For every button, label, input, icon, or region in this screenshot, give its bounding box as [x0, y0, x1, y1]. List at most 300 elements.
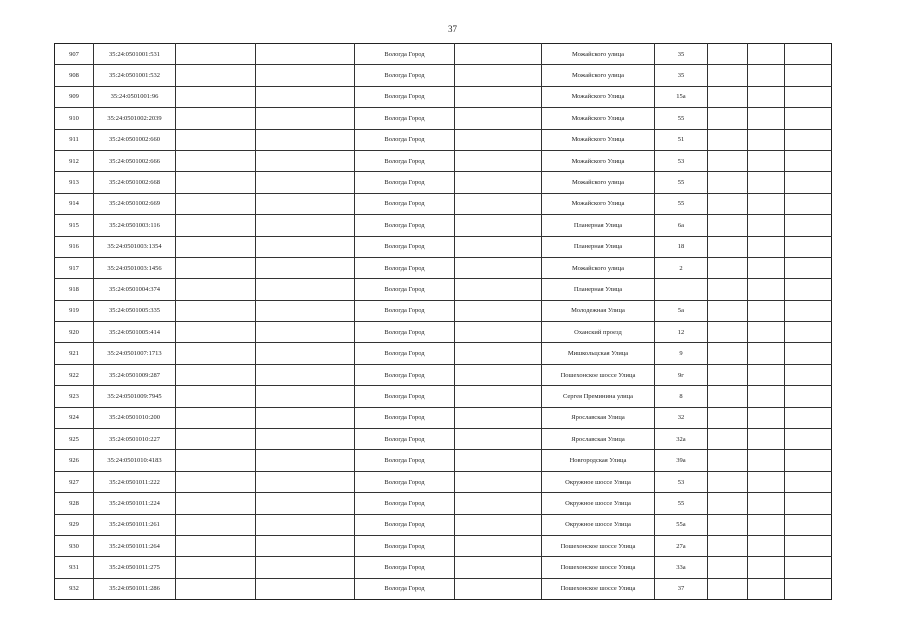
empty-cell [256, 215, 355, 236]
table-row [55, 557, 832, 578]
empty-cell [708, 172, 748, 193]
empty-cell [455, 343, 542, 364]
row-number: 907 [55, 44, 94, 65]
table-row [55, 65, 832, 86]
city-name: Вологда Город [355, 343, 455, 364]
cadastral-number: 35:24:0501002:2039 [94, 108, 176, 129]
row-number: 929 [55, 514, 94, 535]
city-name: Вологда Город [355, 150, 455, 171]
empty-cell [708, 471, 748, 492]
empty-cell [748, 471, 785, 492]
street-name: Можайского Улица [542, 86, 655, 107]
empty-cell [176, 429, 256, 450]
house-number: 37 [655, 578, 708, 599]
empty-cell [176, 215, 256, 236]
street-name: Ярославская Улица [542, 407, 655, 428]
empty-cell [256, 65, 355, 86]
empty-cell [256, 86, 355, 107]
empty-cell [256, 279, 355, 300]
empty-cell [455, 535, 542, 556]
house-number: 9 [655, 343, 708, 364]
street-name: Можайского улица [542, 257, 655, 278]
empty-cell [176, 150, 256, 171]
house-number: 55а [655, 514, 708, 535]
table-row [55, 343, 832, 364]
cadastral-number: 35:24:0501001:96 [94, 86, 176, 107]
empty-cell [708, 557, 748, 578]
empty-cell [748, 150, 785, 171]
table-row [55, 215, 832, 236]
street-name: Можайского Улица [542, 108, 655, 129]
empty-cell [748, 557, 785, 578]
house-number: 18 [655, 236, 708, 257]
empty-cell [455, 129, 542, 150]
house-number [655, 279, 708, 300]
city-name: Вологда Город [355, 493, 455, 514]
table-row [55, 86, 832, 107]
row-number: 927 [55, 471, 94, 492]
empty-cell [256, 450, 355, 471]
street-name: Можайского улица [542, 44, 655, 65]
city-name: Вологда Город [355, 322, 455, 343]
empty-cell [455, 386, 542, 407]
empty-cell [785, 86, 832, 107]
empty-cell [785, 535, 832, 556]
row-number: 917 [55, 257, 94, 278]
empty-cell [748, 578, 785, 599]
empty-cell [708, 65, 748, 86]
street-name: Пошехонское шоссе Улица [542, 578, 655, 599]
empty-cell [785, 300, 832, 321]
empty-cell [256, 407, 355, 428]
table-row [55, 364, 832, 385]
empty-cell [708, 279, 748, 300]
cadastral-number: 35:24:0501003:1456 [94, 257, 176, 278]
empty-cell [256, 172, 355, 193]
empty-cell [176, 471, 256, 492]
city-name: Вологда Город [355, 386, 455, 407]
empty-cell [785, 407, 832, 428]
street-name: Планерная Улица [542, 215, 655, 236]
house-number: 6а [655, 215, 708, 236]
house-number: 53 [655, 150, 708, 171]
empty-cell [256, 364, 355, 385]
table-row [55, 578, 832, 599]
empty-cell [748, 300, 785, 321]
table-row [55, 129, 832, 150]
street-name: Пошехонское шоссе Улица [542, 364, 655, 385]
empty-cell [176, 257, 256, 278]
row-number: 923 [55, 386, 94, 407]
empty-cell [256, 257, 355, 278]
cadastral-number: 35:24:0501011:222 [94, 471, 176, 492]
empty-cell [748, 65, 785, 86]
street-name: Можайского Улица [542, 129, 655, 150]
empty-cell [785, 129, 832, 150]
street-name: Пошехонское шоссе Улица [542, 557, 655, 578]
table-row [55, 514, 832, 535]
empty-cell [748, 364, 785, 385]
city-name: Вологда Город [355, 108, 455, 129]
street-name: Можайского Улица [542, 150, 655, 171]
cadastral-number: 35:24:0501001:531 [94, 44, 176, 65]
house-number: 55 [655, 108, 708, 129]
cadastral-number: 35:24:0501001:532 [94, 65, 176, 86]
cadastral-number: 35:24:0501009:287 [94, 364, 176, 385]
empty-cell [256, 343, 355, 364]
row-number: 926 [55, 450, 94, 471]
empty-cell [785, 514, 832, 535]
empty-cell [256, 322, 355, 343]
cadastral-number: 35:24:0501004:374 [94, 279, 176, 300]
empty-cell [455, 578, 542, 599]
row-number: 908 [55, 65, 94, 86]
empty-cell [785, 322, 832, 343]
empty-cell [256, 578, 355, 599]
row-number: 914 [55, 193, 94, 214]
city-name: Вологда Город [355, 257, 455, 278]
empty-cell [748, 386, 785, 407]
house-number: 32а [655, 429, 708, 450]
empty-cell [176, 407, 256, 428]
empty-cell [256, 108, 355, 129]
city-name: Вологда Город [355, 364, 455, 385]
street-name: Окружное шоссе Улица [542, 493, 655, 514]
table-row [55, 429, 832, 450]
cadastral-number: 35:24:0501003:116 [94, 215, 176, 236]
row-number: 920 [55, 322, 94, 343]
table-row [55, 257, 832, 278]
table-row [55, 407, 832, 428]
empty-cell [708, 236, 748, 257]
cadastral-number: 35:24:0501011:224 [94, 493, 176, 514]
house-number: 15а [655, 86, 708, 107]
empty-cell [748, 215, 785, 236]
empty-cell [455, 364, 542, 385]
table-row [55, 471, 832, 492]
city-name: Вологда Город [355, 514, 455, 535]
empty-cell [708, 429, 748, 450]
empty-cell [256, 429, 355, 450]
empty-cell [708, 364, 748, 385]
empty-cell [176, 450, 256, 471]
street-name: Окружное шоссе Улица [542, 514, 655, 535]
row-number: 911 [55, 129, 94, 150]
empty-cell [455, 471, 542, 492]
empty-cell [708, 44, 748, 65]
empty-cell [708, 514, 748, 535]
empty-cell [748, 129, 785, 150]
cadastral-number: 35:24:0501009:7945 [94, 386, 176, 407]
table-row [55, 300, 832, 321]
cadastral-number: 35:24:0501011:261 [94, 514, 176, 535]
empty-cell [748, 279, 785, 300]
empty-cell [748, 193, 785, 214]
empty-cell [785, 386, 832, 407]
empty-cell [176, 557, 256, 578]
empty-cell [785, 557, 832, 578]
house-number: 27а [655, 535, 708, 556]
empty-cell [785, 215, 832, 236]
empty-cell [785, 343, 832, 364]
empty-cell [748, 493, 785, 514]
city-name: Вологда Город [355, 129, 455, 150]
empty-cell [708, 450, 748, 471]
empty-cell [256, 44, 355, 65]
empty-cell [256, 514, 355, 535]
row-number: 924 [55, 407, 94, 428]
empty-cell [176, 493, 256, 514]
empty-cell [708, 407, 748, 428]
empty-cell [785, 65, 832, 86]
row-number: 912 [55, 150, 94, 171]
empty-cell [176, 44, 256, 65]
empty-cell [748, 514, 785, 535]
empty-cell [708, 86, 748, 107]
empty-cell [748, 172, 785, 193]
empty-cell [256, 471, 355, 492]
empty-cell [785, 44, 832, 65]
page-number: 37 [448, 24, 457, 34]
city-name: Вологда Город [355, 172, 455, 193]
cadastral-number: 35:24:0501002:668 [94, 172, 176, 193]
empty-cell [176, 193, 256, 214]
empty-cell [256, 300, 355, 321]
cadastral-number: 35:24:0501011:286 [94, 578, 176, 599]
table-row [55, 44, 832, 65]
row-number: 916 [55, 236, 94, 257]
city-name: Вологда Город [355, 578, 455, 599]
empty-cell [176, 578, 256, 599]
empty-cell [256, 386, 355, 407]
registry-table [54, 43, 832, 600]
empty-cell [176, 108, 256, 129]
empty-cell [176, 386, 256, 407]
empty-cell [708, 108, 748, 129]
table-row [55, 172, 832, 193]
house-number: 5а [655, 300, 708, 321]
empty-cell [785, 279, 832, 300]
cadastral-number: 35:24:0501002:669 [94, 193, 176, 214]
city-name: Вологда Город [355, 279, 455, 300]
empty-cell [785, 471, 832, 492]
house-number: 9г [655, 364, 708, 385]
empty-cell [708, 300, 748, 321]
empty-cell [455, 322, 542, 343]
empty-cell [176, 129, 256, 150]
street-name: Окружное шоссе Улица [542, 471, 655, 492]
empty-cell [455, 236, 542, 257]
empty-cell [176, 535, 256, 556]
empty-cell [176, 279, 256, 300]
cadastral-number: 35:24:0501005:414 [94, 322, 176, 343]
house-number: 55 [655, 193, 708, 214]
street-name: Ярославская Улица [542, 429, 655, 450]
empty-cell [256, 150, 355, 171]
row-number: 921 [55, 343, 94, 364]
empty-cell [785, 172, 832, 193]
empty-cell [256, 535, 355, 556]
empty-cell [256, 129, 355, 150]
cadastral-number: 35:24:0501002:660 [94, 129, 176, 150]
city-name: Вологда Город [355, 86, 455, 107]
empty-cell [748, 343, 785, 364]
empty-cell [708, 322, 748, 343]
city-name: Вологда Город [355, 407, 455, 428]
street-name: Планерная Улица [542, 236, 655, 257]
street-name: Оханский проезд [542, 322, 655, 343]
house-number: 32 [655, 407, 708, 428]
cadastral-number: 35:24:0501010:200 [94, 407, 176, 428]
row-number: 930 [55, 535, 94, 556]
empty-cell [176, 172, 256, 193]
empty-cell [708, 193, 748, 214]
empty-cell [748, 236, 785, 257]
city-name: Вологда Город [355, 215, 455, 236]
house-number: 55 [655, 172, 708, 193]
house-number: 39а [655, 450, 708, 471]
table-row [55, 108, 832, 129]
empty-cell [455, 450, 542, 471]
empty-cell [785, 364, 832, 385]
empty-cell [785, 493, 832, 514]
street-name: Планерная Улица [542, 279, 655, 300]
empty-cell [455, 557, 542, 578]
empty-cell [708, 150, 748, 171]
house-number: 33а [655, 557, 708, 578]
row-number: 928 [55, 493, 94, 514]
empty-cell [176, 322, 256, 343]
row-number: 918 [55, 279, 94, 300]
empty-cell [708, 215, 748, 236]
table-row [55, 193, 832, 214]
street-name: Можайского Улица [542, 193, 655, 214]
empty-cell [176, 86, 256, 107]
empty-cell [176, 514, 256, 535]
row-number: 931 [55, 557, 94, 578]
empty-cell [176, 65, 256, 86]
empty-cell [785, 450, 832, 471]
empty-cell [785, 257, 832, 278]
table-row [55, 450, 832, 471]
empty-cell [455, 300, 542, 321]
city-name: Вологда Город [355, 450, 455, 471]
empty-cell [748, 450, 785, 471]
row-number: 932 [55, 578, 94, 599]
empty-cell [748, 44, 785, 65]
table-row [55, 386, 832, 407]
row-number: 925 [55, 429, 94, 450]
empty-cell [785, 108, 832, 129]
empty-cell [748, 108, 785, 129]
empty-cell [785, 429, 832, 450]
table-row [55, 322, 832, 343]
empty-cell [708, 129, 748, 150]
cadastral-number: 35:24:0501005:335 [94, 300, 176, 321]
empty-cell [455, 172, 542, 193]
street-name: Пошехонское шоссе Улица [542, 535, 655, 556]
city-name: Вологда Город [355, 193, 455, 214]
empty-cell [455, 514, 542, 535]
cadastral-number: 35:24:0501010:227 [94, 429, 176, 450]
house-number: 55 [655, 493, 708, 514]
street-name: Можайского улица [542, 172, 655, 193]
empty-cell [176, 236, 256, 257]
cadastral-number: 35:24:0501003:1354 [94, 236, 176, 257]
city-name: Вологда Город [355, 471, 455, 492]
cadastral-number: 35:24:0501011:264 [94, 535, 176, 556]
house-number: 53 [655, 471, 708, 492]
empty-cell [748, 86, 785, 107]
empty-cell [176, 343, 256, 364]
empty-cell [455, 429, 542, 450]
street-name: Можайского улица [542, 65, 655, 86]
table-row [55, 279, 832, 300]
row-number: 915 [55, 215, 94, 236]
city-name: Вологда Город [355, 44, 455, 65]
empty-cell [455, 215, 542, 236]
house-number: 2 [655, 257, 708, 278]
empty-cell [785, 193, 832, 214]
table-row [55, 150, 832, 171]
row-number: 910 [55, 108, 94, 129]
house-number: 35 [655, 44, 708, 65]
empty-cell [256, 493, 355, 514]
house-number: 12 [655, 322, 708, 343]
row-number: 922 [55, 364, 94, 385]
cadastral-number: 35:24:0501002:666 [94, 150, 176, 171]
city-name: Вологда Город [355, 535, 455, 556]
empty-cell [455, 493, 542, 514]
empty-cell [256, 557, 355, 578]
empty-cell [455, 86, 542, 107]
house-number: 51 [655, 129, 708, 150]
empty-cell [176, 300, 256, 321]
city-name: Вологда Город [355, 429, 455, 450]
empty-cell [455, 65, 542, 86]
empty-cell [455, 44, 542, 65]
city-name: Вологда Город [355, 557, 455, 578]
empty-cell [785, 578, 832, 599]
street-name: Сергея Преминина улица [542, 386, 655, 407]
row-number: 913 [55, 172, 94, 193]
empty-cell [785, 150, 832, 171]
city-name: Вологда Город [355, 236, 455, 257]
table-row [55, 535, 832, 556]
house-number: 8 [655, 386, 708, 407]
empty-cell [748, 322, 785, 343]
empty-cell [455, 279, 542, 300]
row-number: 909 [55, 86, 94, 107]
empty-cell [708, 386, 748, 407]
empty-cell [708, 535, 748, 556]
empty-cell [455, 193, 542, 214]
empty-cell [256, 236, 355, 257]
house-number: 35 [655, 65, 708, 86]
cadastral-number: 35:24:0501010:4183 [94, 450, 176, 471]
table-row [55, 236, 832, 257]
empty-cell [455, 108, 542, 129]
row-number: 919 [55, 300, 94, 321]
city-name: Вологда Город [355, 300, 455, 321]
cadastral-number: 35:24:0501011:275 [94, 557, 176, 578]
empty-cell [748, 257, 785, 278]
street-name: Новгородская Улица [542, 450, 655, 471]
empty-cell [748, 407, 785, 428]
empty-cell [256, 193, 355, 214]
empty-cell [748, 535, 785, 556]
city-name: Вологда Город [355, 65, 455, 86]
